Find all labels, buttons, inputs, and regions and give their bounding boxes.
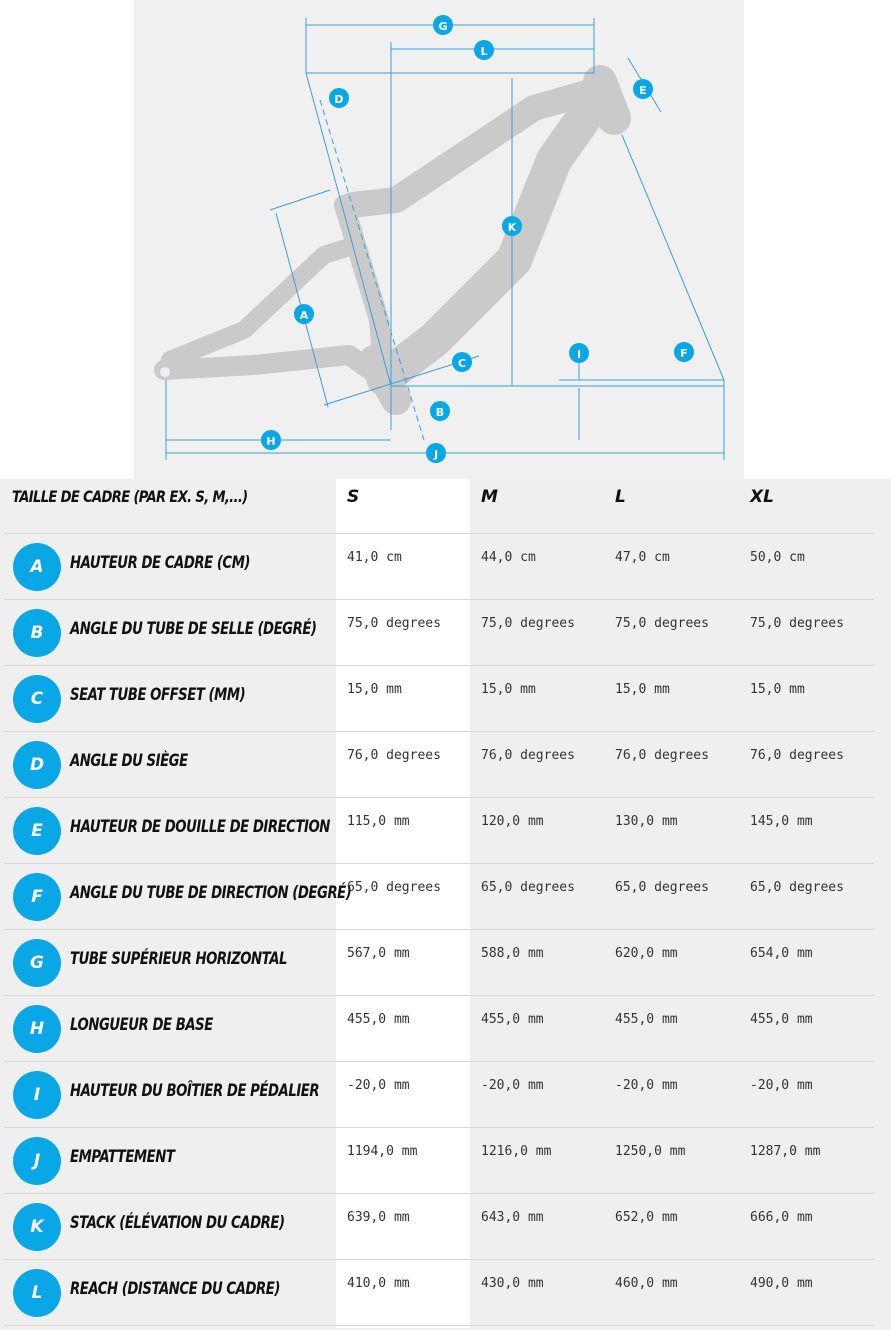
- row-letter-badge: G: [13, 939, 61, 987]
- row-label: LONGUEUR DE BASE: [70, 1015, 213, 1035]
- row-value: 65,0 degrees: [347, 880, 441, 895]
- row-value: -20,0 mm: [615, 1078, 678, 1093]
- size-header-s: S: [347, 487, 360, 507]
- row-value: 410,0 mm: [347, 1276, 410, 1291]
- row-label: HAUTEUR DU BOÎTIER DE PÉDALIER: [70, 1081, 320, 1101]
- row-value: 41,0 cm: [347, 550, 402, 565]
- row-letter-badge: B: [13, 609, 61, 657]
- row-value: 75,0 degrees: [750, 616, 844, 631]
- size-header-l: L: [615, 487, 626, 507]
- row-label: HAUTEUR DE CADRE (CM): [70, 553, 251, 573]
- badge-g: [433, 15, 453, 35]
- table-row: [0, 1127, 891, 1193]
- row-value: 460,0 mm: [615, 1276, 678, 1291]
- table-row: [0, 533, 891, 599]
- badge-j: [426, 443, 446, 463]
- row-letter-badge: C: [13, 675, 61, 723]
- table-row: [0, 731, 891, 797]
- table-row: [0, 1061, 891, 1127]
- svg-text:E: E: [639, 84, 647, 97]
- row-letter-badge: H: [13, 1005, 61, 1053]
- row-label: ANGLE DU TUBE DE SELLE (DEGRÉ): [70, 619, 317, 639]
- row-value: -20,0 mm: [750, 1078, 813, 1093]
- badge-e: [633, 79, 653, 99]
- row-letter-badge: I: [13, 1071, 61, 1119]
- table-row: [0, 995, 891, 1061]
- table-row: [0, 797, 891, 863]
- row-letter-badge: K: [13, 1203, 61, 1251]
- svg-text:J: J: [433, 448, 439, 461]
- row-value: 76,0 degrees: [481, 748, 575, 763]
- row-value: 15,0 mm: [481, 682, 536, 697]
- row-label: REACH (DISTANCE DU CADRE): [70, 1279, 280, 1299]
- svg-text:A: A: [299, 309, 309, 322]
- badge-b: [430, 401, 450, 421]
- table-row: [0, 665, 891, 731]
- row-value: 15,0 mm: [750, 682, 805, 697]
- table-row: [0, 863, 891, 929]
- pivot-hole: [398, 237, 408, 247]
- row-letter-badge: J: [13, 1137, 61, 1185]
- row-label: SEAT TUBE OFFSET (MM): [70, 685, 246, 705]
- row-label: ANGLE DU TUBE DE DIRECTION (DEGRÉ): [70, 883, 352, 903]
- size-header-xl: XL: [750, 487, 774, 507]
- table-row: [0, 929, 891, 995]
- row-label: HAUTEUR DE DOUILLE DE DIRECTION: [70, 817, 330, 837]
- frame-silhouette: [164, 82, 614, 400]
- badge-l: [474, 40, 494, 60]
- row-value: 75,0 degrees: [481, 616, 575, 631]
- row-label: EMPATTEMENT: [70, 1147, 175, 1167]
- row-value: 455,0 mm: [750, 1012, 813, 1027]
- row-value: 50,0 cm: [750, 550, 805, 565]
- row-value: 430,0 mm: [481, 1276, 544, 1291]
- row-letter-badge: A: [13, 543, 61, 591]
- row-value: 1194,0 mm: [347, 1144, 418, 1159]
- row-value: 15,0 mm: [347, 682, 402, 697]
- row-label: TUBE SUPÉRIEUR HORIZONTAL: [70, 949, 288, 969]
- row-value: 455,0 mm: [481, 1012, 544, 1027]
- frame-geometry-diagram: [134, 0, 744, 479]
- badge-f: [674, 342, 694, 362]
- row-value: 654,0 mm: [750, 946, 813, 961]
- row-divider: [4, 1325, 874, 1326]
- table-row: [0, 1193, 891, 1259]
- row-value: 1250,0 mm: [615, 1144, 686, 1159]
- row-value: 65,0 degrees: [750, 880, 844, 895]
- svg-text:G: G: [438, 20, 448, 33]
- row-value: 652,0 mm: [615, 1210, 678, 1225]
- row-letter-badge: E: [13, 807, 61, 855]
- svg-text:C: C: [457, 357, 467, 370]
- svg-text:I: I: [576, 348, 582, 361]
- diagram-badges: [261, 15, 694, 463]
- row-label: ANGLE DU SIÈGE: [70, 751, 188, 771]
- row-value: 620,0 mm: [615, 946, 678, 961]
- row-value: -20,0 mm: [347, 1078, 410, 1093]
- row-value: 490,0 mm: [750, 1276, 813, 1291]
- row-label: STACK (ÉLÉVATION DU CADRE): [70, 1213, 285, 1233]
- row-value: 588,0 mm: [481, 946, 544, 961]
- badge-c: [452, 352, 472, 372]
- row-value: 15,0 mm: [615, 682, 670, 697]
- row-letter-badge: L: [13, 1269, 61, 1317]
- row-value: 120,0 mm: [481, 814, 544, 829]
- badge-a: [294, 304, 314, 324]
- svg-text:K: K: [507, 221, 517, 234]
- table-row: [0, 1259, 891, 1325]
- badge-h: [261, 430, 281, 450]
- row-value: 145,0 mm: [750, 814, 813, 829]
- svg-text:L: L: [480, 45, 488, 58]
- svg-text:B: B: [435, 406, 445, 419]
- row-value: 130,0 mm: [615, 814, 678, 829]
- row-value: 65,0 degrees: [615, 880, 709, 895]
- row-value: 75,0 degrees: [615, 616, 709, 631]
- table-header-label: TAILLE DE CADRE (PAR EX. S, M,...): [12, 487, 248, 506]
- frame-diagram-svg: [134, 0, 744, 479]
- row-value: 643,0 mm: [481, 1210, 544, 1225]
- row-value: 76,0 degrees: [750, 748, 844, 763]
- svg-text:H: H: [266, 435, 276, 448]
- row-value: 65,0 degrees: [481, 880, 575, 895]
- row-letter-badge: F: [13, 873, 61, 921]
- rear-axle: [160, 367, 170, 377]
- row-value: 1287,0 mm: [750, 1144, 821, 1159]
- table-row: [0, 599, 891, 665]
- row-value: 76,0 degrees: [615, 748, 709, 763]
- row-letter-badge: D: [13, 741, 61, 789]
- row-value: 455,0 mm: [615, 1012, 678, 1027]
- row-value: 76,0 degrees: [347, 748, 441, 763]
- row-value: 44,0 cm: [481, 550, 536, 565]
- row-value: 639,0 mm: [347, 1210, 410, 1225]
- row-value: 455,0 mm: [347, 1012, 410, 1027]
- svg-text:D: D: [334, 93, 344, 106]
- row-value: 115,0 mm: [347, 814, 410, 829]
- geometry-table: [0, 479, 891, 1330]
- row-value: 1216,0 mm: [481, 1144, 552, 1159]
- badge-i: [569, 343, 589, 363]
- row-value: -20,0 mm: [481, 1078, 544, 1093]
- row-value: 47,0 cm: [615, 550, 670, 565]
- row-value: 666,0 mm: [750, 1210, 813, 1225]
- badge-d: [329, 88, 349, 108]
- size-header-m: M: [481, 487, 498, 507]
- row-value: 75,0 degrees: [347, 616, 441, 631]
- row-value: 567,0 mm: [347, 946, 410, 961]
- svg-text:F: F: [680, 347, 688, 360]
- badge-k: [502, 216, 522, 236]
